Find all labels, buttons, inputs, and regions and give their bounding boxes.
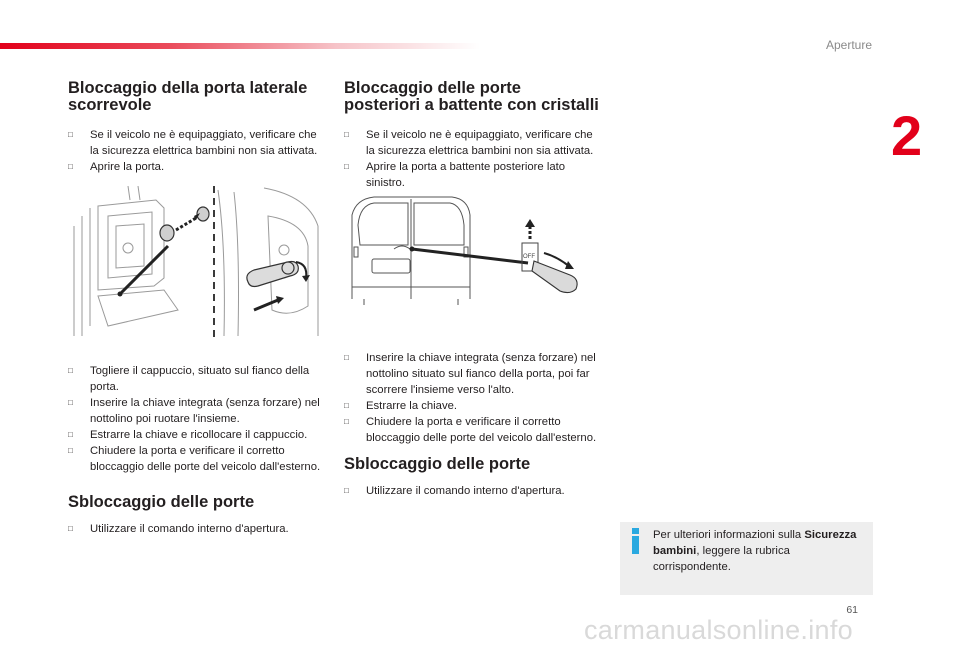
middle-column-top	[344, 80, 599, 191]
middle-bullets-top	[344, 127, 599, 191]
list-item: □ Inserire la chiave integrata (senza forzare) nel nottolino poi ruotare l'insieme.	[68, 395, 323, 427]
list-item: □ Se il veicolo ne è equipaggiato, verificare che la sicurezza elettrica bambini non sia attivata.	[68, 127, 323, 159]
list-item: □ Chiudere la porta e verificare il corretto bloccaggio delle porte del veicolo dall'esterno.	[344, 414, 599, 446]
info-icon	[629, 528, 641, 554]
middle-unlock-title: Sbloccaggio delle porte	[344, 455, 531, 473]
info-text-after: , leggere la rubrica corrispondente.	[653, 545, 790, 573]
list-item: □ Utilizzare il comando interno d'apertura.	[68, 521, 323, 537]
left-column-top	[68, 80, 323, 175]
list-item: □ Se il veicolo ne è equipaggiato, verificare che la sicurezza elettrica bambini non sia attivata.	[344, 127, 599, 159]
middle-title: Bloccaggio delle porte posteriori a battente con cristalli	[344, 79, 599, 114]
left-unlock-bullets	[68, 521, 323, 537]
info-box	[620, 522, 873, 595]
info-text-before: Per ulteriori informazioni sulla	[653, 529, 805, 541]
page-number: 61	[846, 604, 858, 616]
middle-column-bottom	[344, 350, 599, 499]
lock-label: OFF	[523, 254, 535, 260]
list-item: □ Estrarre la chiave.	[344, 398, 599, 414]
sliding-door-illustration	[68, 186, 321, 342]
rear-doors-illustration	[344, 195, 597, 305]
chapter-number: 2	[891, 104, 923, 167]
info-text-bold: Sicurezza bambini	[653, 529, 857, 557]
list-item: □ Estrarre la chiave e ricollocare il cappuccio.	[68, 427, 323, 443]
list-item: □ Aprire la porta.	[68, 159, 323, 175]
header-accent-bar	[0, 43, 480, 49]
info-text	[653, 527, 865, 575]
left-title: Bloccaggio della porta laterale scorrevole	[68, 79, 308, 114]
middle-unlock-bullets	[344, 483, 599, 499]
list-item: □ Utilizzare il comando interno d'apertura.	[344, 483, 599, 499]
left-bullets-bottom	[68, 363, 323, 475]
list-item: □ Chiudere la porta e verificare il corretto bloccaggio delle porte del veicolo dall'esterno.	[68, 443, 323, 475]
list-item: □ Aprire la porta a battente posteriore lato sinistro.	[344, 159, 599, 191]
left-unlock-title: Sbloccaggio delle porte	[68, 493, 255, 511]
left-column-bottom	[68, 363, 323, 537]
watermark: carmanualsonline.info	[584, 615, 853, 645]
list-item: □ Inserire la chiave integrata (senza forzare) nel nottolino situato sul fianco della porta, poi far scorrere l'insieme verso l'alto.	[344, 350, 599, 398]
middle-bullets-bottom	[344, 350, 599, 446]
left-bullets-top	[68, 127, 323, 175]
list-item: □ Togliere il cappuccio, situato sul fianco della porta.	[68, 363, 323, 395]
section-title: Aperture	[825, 38, 872, 52]
